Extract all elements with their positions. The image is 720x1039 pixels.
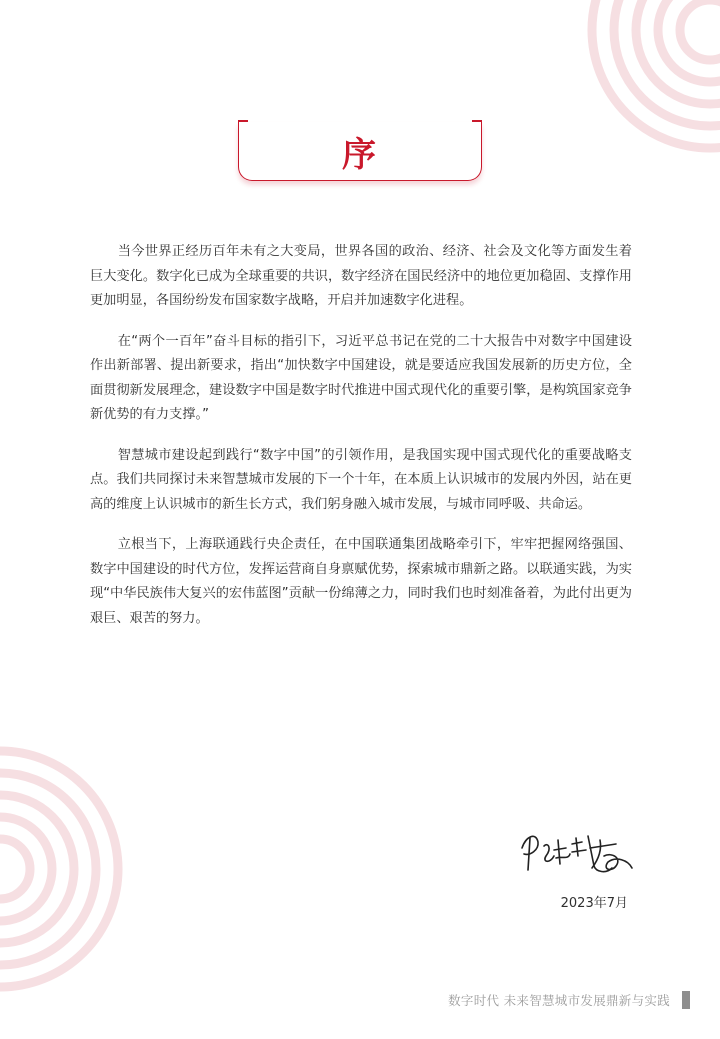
preface-body — [90, 240, 632, 647]
footer-text: 数字时代 未来智慧城市发展鼎新与实践 — [448, 993, 670, 1008]
paragraph: 当今世界正经历百年未有之大变局，世界各国的政治、经济、社会及文化等方面发生着巨大变化。数字化已成为全球重要的共识，数字经济在国民经济中的地位更加稳固、支撑作用更加明显，各国纷纷发布国家数字战略，开启并加速数字化进程。 — [90, 244, 632, 308]
footer-bar — [682, 991, 690, 1009]
date: 2023年7月 — [560, 896, 628, 911]
page-footer — [448, 991, 690, 1009]
title-frame — [238, 122, 482, 181]
paragraph: 立根当下，上海联通践行央企责任，在中国联通集团战略牵引下，牢牢把握网络强国、数字中国建设的时代方位，发挥运营商自身禀赋优势，探索城市鼎新之路。以联通实践，为实现“中华民族伟大复兴的宏伟蓝图”贡献一份绵薄之力，同时我们也时刻准备着，为此付出更为艰巨、艰苦的努力。 — [90, 537, 632, 626]
decorative-arcs-top-right — [560, 0, 720, 180]
paragraph: 在“两个一百年”奋斗目标的指引下，习近平总书记在党的二十大报告中对数字中国建设作出新部署、提出新要求，指出“加快数字中国建设，就是要适应我国发展新的历史方位，全面贯彻新发展理念，建设数字中国是数字时代推进中国式现代化的重要引擎，是构筑国家竞争新优势的有力支撑。” — [90, 333, 632, 422]
page-title: 序 — [342, 134, 378, 175]
paragraph: 智慧城市建设起到践行“数字中国”的引领作用，是我国实现中国式现代化的重要战略支点。我们共同探讨未来智慧城市发展的下一个十年，在本质上认识城市的发展内外因，站在更高的维度上认识城市的新生长方式，我们躬身融入城市发展，与城市同呼吸、共命运。 — [90, 447, 632, 512]
decorative-arcs-bottom-left — [0, 739, 150, 999]
handwritten-signature — [516, 826, 636, 886]
